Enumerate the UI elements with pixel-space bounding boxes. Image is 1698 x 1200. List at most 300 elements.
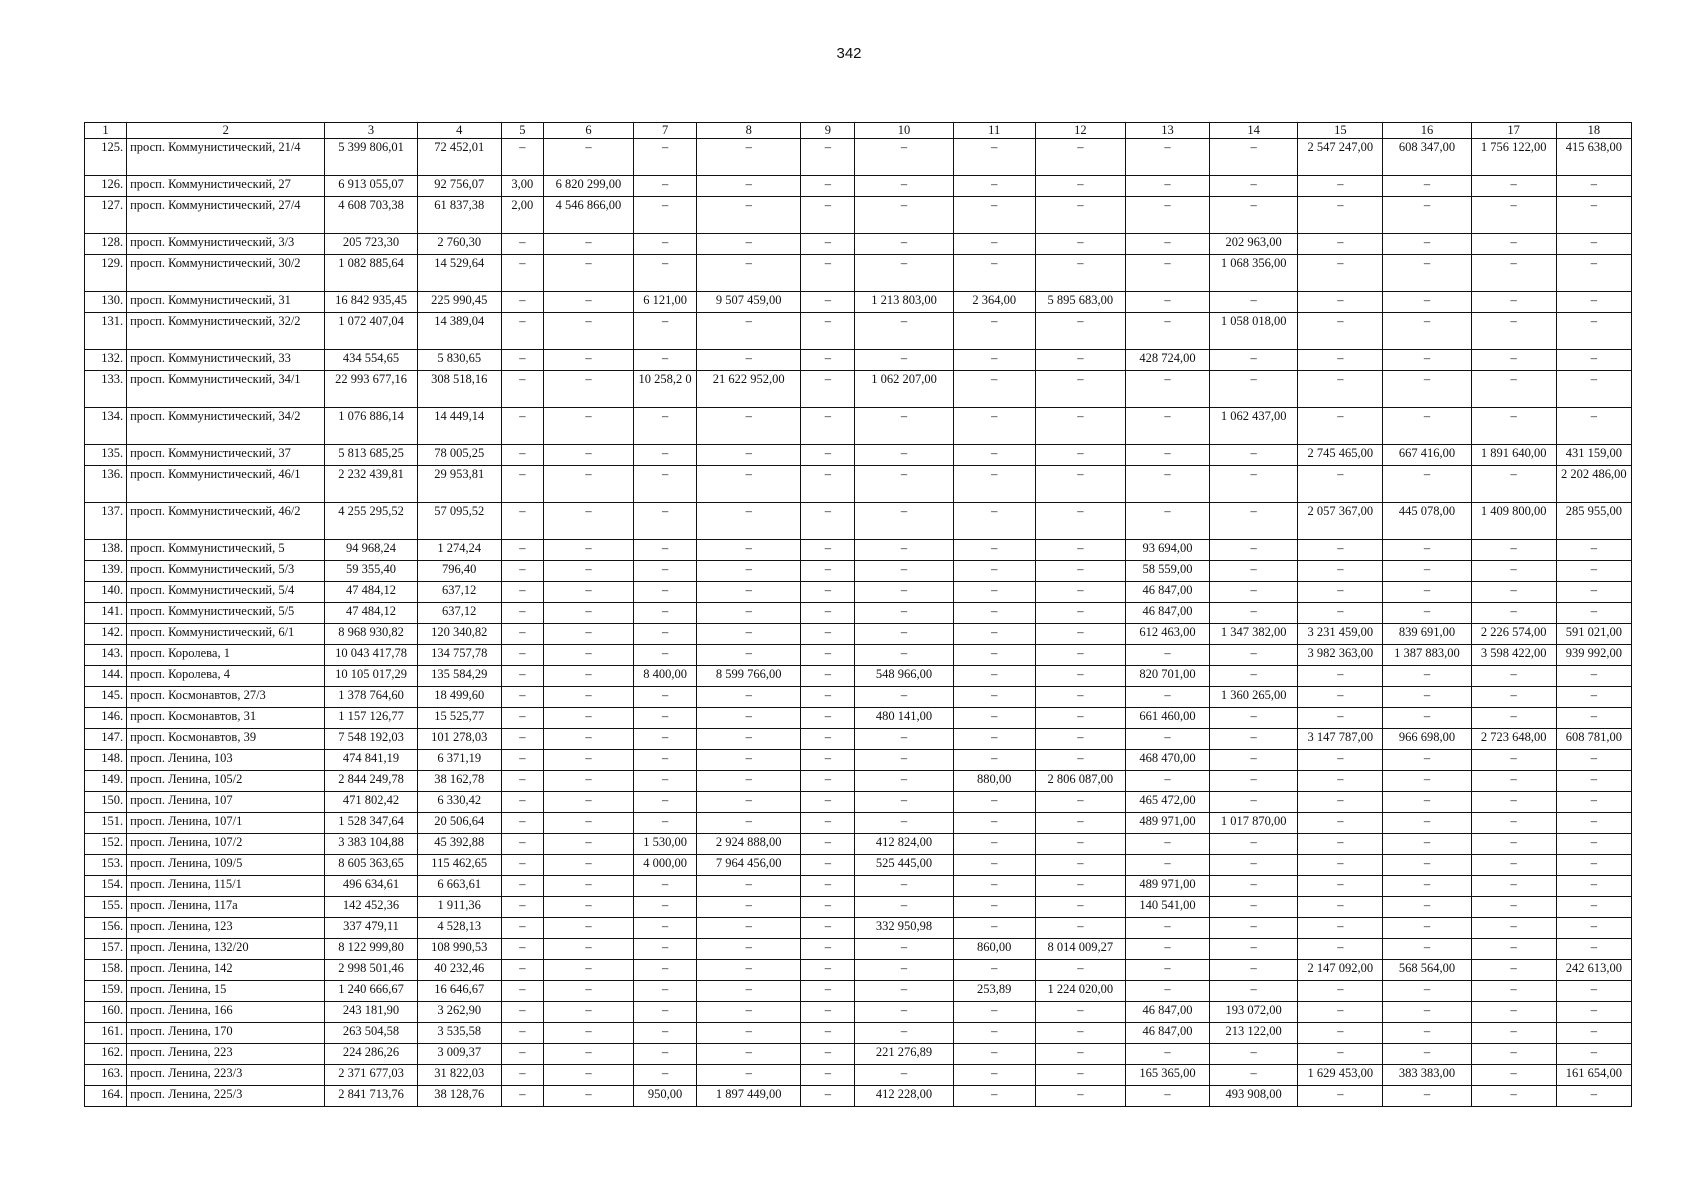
amount-cell: – <box>1125 939 1209 960</box>
amount-cell: – <box>801 729 855 750</box>
amount-cell: – <box>634 771 697 792</box>
amount-cell: – <box>801 939 855 960</box>
amount-cell: – <box>1125 139 1209 176</box>
amount-cell: – <box>1125 234 1209 255</box>
table-row <box>85 855 1632 876</box>
amount-cell: – <box>1298 1023 1383 1044</box>
table-row <box>85 813 1632 834</box>
amount-cell: – <box>501 582 543 603</box>
amount-cell: – <box>697 981 801 1002</box>
amount-cell: – <box>1210 897 1298 918</box>
amount-cell: – <box>1471 813 1556 834</box>
amount-cell: 16 842 935,45 <box>325 292 417 313</box>
amount-cell: – <box>543 855 633 876</box>
amount-cell: – <box>801 466 855 503</box>
amount-cell: 445 078,00 <box>1383 503 1471 540</box>
amount-cell: – <box>855 561 953 582</box>
amount-cell: – <box>1210 771 1298 792</box>
amount-cell: – <box>1298 687 1383 708</box>
amount-cell: – <box>1035 876 1125 897</box>
amount-cell: 428 724,00 <box>1125 350 1209 371</box>
amount-cell: 1 629 453,00 <box>1298 1065 1383 1086</box>
amount-cell: – <box>634 1023 697 1044</box>
amount-cell: 415 638,00 <box>1556 139 1631 176</box>
amount-cell: – <box>1383 582 1471 603</box>
amount-cell: – <box>855 466 953 503</box>
amount-cell: – <box>953 624 1035 645</box>
amount-cell: – <box>543 666 633 687</box>
amount-cell: – <box>697 750 801 771</box>
amount-cell: 7 548 192,03 <box>325 729 417 750</box>
amount-cell: – <box>501 445 543 466</box>
amount-cell: – <box>634 445 697 466</box>
amount-cell: – <box>1556 687 1631 708</box>
amount-cell: – <box>543 834 633 855</box>
amount-cell: 1 530,00 <box>634 834 697 855</box>
amount-cell: – <box>1125 408 1209 445</box>
amount-cell: – <box>1298 350 1383 371</box>
amount-cell: – <box>1125 645 1209 666</box>
amount-cell: – <box>501 561 543 582</box>
address-cell: просп. Ленина, 107/2 <box>127 834 325 855</box>
amount-cell: – <box>543 603 633 624</box>
amount-cell: 4 255 295,52 <box>325 503 417 540</box>
amount-cell: – <box>953 687 1035 708</box>
amount-cell: 1 897 449,00 <box>697 1086 801 1107</box>
row-number: 144. <box>85 666 127 687</box>
amount-cell: – <box>1471 197 1556 234</box>
amount-cell: – <box>634 466 697 503</box>
amount-cell: – <box>855 313 953 350</box>
amount-cell: 134 757,78 <box>417 645 501 666</box>
amount-cell: – <box>697 466 801 503</box>
amount-cell: – <box>1035 750 1125 771</box>
amount-cell: 1 274,24 <box>417 540 501 561</box>
amount-cell: 8 014 009,27 <box>1035 939 1125 960</box>
amount-cell: – <box>855 750 953 771</box>
amount-cell: – <box>1210 792 1298 813</box>
amount-cell: – <box>1298 408 1383 445</box>
amount-cell: – <box>953 1044 1035 1065</box>
amount-cell: – <box>801 1086 855 1107</box>
table-row <box>85 645 1632 666</box>
amount-cell: 2 232 439,81 <box>325 466 417 503</box>
amount-cell: 92 756,07 <box>417 176 501 197</box>
table-row <box>85 561 1632 582</box>
amount-cell: – <box>1556 561 1631 582</box>
amount-cell: – <box>1471 855 1556 876</box>
row-number: 149. <box>85 771 127 792</box>
table-row <box>85 792 1632 813</box>
column-header: 12 <box>1035 123 1125 139</box>
amount-cell: – <box>1298 1086 1383 1107</box>
column-header: 11 <box>953 123 1035 139</box>
amount-cell: – <box>697 897 801 918</box>
table-row <box>85 1044 1632 1065</box>
amount-cell: 15 525,77 <box>417 708 501 729</box>
address-cell: просп. Коммунистический, 5/4 <box>127 582 325 603</box>
amount-cell: – <box>1035 1002 1125 1023</box>
amount-cell: – <box>634 687 697 708</box>
amount-cell: 3 383 104,88 <box>325 834 417 855</box>
amount-cell: – <box>1210 466 1298 503</box>
amount-cell: – <box>1556 540 1631 561</box>
amount-cell: – <box>1298 834 1383 855</box>
row-number: 150. <box>85 792 127 813</box>
amount-cell: – <box>1035 445 1125 466</box>
amount-cell: – <box>801 561 855 582</box>
amount-cell: 950,00 <box>634 1086 697 1107</box>
row-number: 151. <box>85 813 127 834</box>
table-row <box>85 981 1632 1002</box>
address-cell: просп. Коммунистический, 34/2 <box>127 408 325 445</box>
table-row <box>85 139 1632 176</box>
amount-cell: 45 392,88 <box>417 834 501 855</box>
amount-cell: – <box>501 1086 543 1107</box>
amount-cell: – <box>1556 1086 1631 1107</box>
amount-cell: – <box>501 466 543 503</box>
amount-cell: – <box>501 750 543 771</box>
address-cell: просп. Коммунистический, 5/5 <box>127 603 325 624</box>
amount-cell: – <box>1383 918 1471 939</box>
amount-cell: – <box>801 371 855 408</box>
amount-cell: – <box>801 981 855 1002</box>
amount-cell: – <box>634 876 697 897</box>
amount-cell: – <box>953 792 1035 813</box>
amount-cell: 115 462,65 <box>417 855 501 876</box>
amount-cell: 568 564,00 <box>1383 960 1471 981</box>
amount-cell: – <box>855 1023 953 1044</box>
amount-cell: – <box>501 729 543 750</box>
amount-cell: – <box>801 197 855 234</box>
amount-cell: – <box>1471 687 1556 708</box>
amount-cell: 205 723,30 <box>325 234 417 255</box>
amount-cell: 1 017 870,00 <box>1210 813 1298 834</box>
amount-cell: – <box>1471 708 1556 729</box>
amount-cell: – <box>1210 139 1298 176</box>
amount-cell: 2,00 <box>501 197 543 234</box>
amount-cell: 1 756 122,00 <box>1471 139 1556 176</box>
column-header: 14 <box>1210 123 1298 139</box>
amount-cell: – <box>855 603 953 624</box>
amount-cell: 1 360 265,00 <box>1210 687 1298 708</box>
amount-cell: – <box>1383 708 1471 729</box>
amount-cell: – <box>1556 603 1631 624</box>
amount-cell: – <box>1383 176 1471 197</box>
amount-cell: 8 122 999,80 <box>325 939 417 960</box>
amount-cell: – <box>855 813 953 834</box>
amount-cell: – <box>543 813 633 834</box>
amount-cell: – <box>855 350 953 371</box>
column-header: 6 <box>543 123 633 139</box>
amount-cell: – <box>1471 939 1556 960</box>
amount-cell: 108 990,53 <box>417 939 501 960</box>
amount-cell: – <box>1556 750 1631 771</box>
amount-cell: – <box>501 350 543 371</box>
amount-cell: 2 844 249,78 <box>325 771 417 792</box>
amount-cell: – <box>1035 1023 1125 1044</box>
table-row <box>85 1023 1632 1044</box>
amount-cell: – <box>1471 1044 1556 1065</box>
amount-cell: 939 992,00 <box>1556 645 1631 666</box>
address-cell: просп. Коммунистический, 5/3 <box>127 561 325 582</box>
amount-cell: – <box>953 234 1035 255</box>
amount-cell: 165 365,00 <box>1125 1065 1209 1086</box>
amount-cell: – <box>543 561 633 582</box>
amount-cell: – <box>697 603 801 624</box>
amount-cell: – <box>855 582 953 603</box>
column-header: 7 <box>634 123 697 139</box>
table-row <box>85 1002 1632 1023</box>
amount-cell: – <box>1383 1044 1471 1065</box>
amount-cell: – <box>501 1065 543 1086</box>
table-row <box>85 624 1632 645</box>
amount-cell: 21 622 952,00 <box>697 371 801 408</box>
amount-cell: 308 518,16 <box>417 371 501 408</box>
amount-cell: – <box>953 582 1035 603</box>
amount-cell: – <box>953 1023 1035 1044</box>
amount-cell: 61 837,38 <box>417 197 501 234</box>
amount-cell: – <box>801 792 855 813</box>
amount-cell: 2 924 888,00 <box>697 834 801 855</box>
amount-cell: 496 634,61 <box>325 876 417 897</box>
row-number: 125. <box>85 139 127 176</box>
amount-cell: – <box>1471 1002 1556 1023</box>
amount-cell: – <box>1383 666 1471 687</box>
amount-cell: – <box>1125 255 1209 292</box>
amount-cell: – <box>501 1002 543 1023</box>
amount-cell: – <box>1471 466 1556 503</box>
amount-cell: 58 559,00 <box>1125 561 1209 582</box>
row-number: 160. <box>85 1002 127 1023</box>
address-cell: просп. Ленина, 142 <box>127 960 325 981</box>
amount-cell: – <box>801 350 855 371</box>
amount-cell: – <box>1298 1044 1383 1065</box>
address-cell: просп. Ленина, 223/3 <box>127 1065 325 1086</box>
amount-cell: – <box>697 561 801 582</box>
amount-cell: – <box>1035 176 1125 197</box>
amount-cell: – <box>953 1065 1035 1086</box>
amount-cell: 6 663,61 <box>417 876 501 897</box>
amount-cell: – <box>953 813 1035 834</box>
amount-cell: – <box>697 503 801 540</box>
table-row <box>85 371 1632 408</box>
amount-cell: 2 202 486,00 <box>1556 466 1631 503</box>
amount-cell: – <box>1298 603 1383 624</box>
amount-cell: – <box>1035 1044 1125 1065</box>
amount-cell: – <box>697 813 801 834</box>
amount-cell: 2 745 465,00 <box>1298 445 1383 466</box>
amount-cell: – <box>501 624 543 645</box>
table-row <box>85 1065 1632 1086</box>
amount-cell: – <box>1125 466 1209 503</box>
amount-cell: – <box>1210 176 1298 197</box>
amount-cell: – <box>1210 503 1298 540</box>
row-number: 141. <box>85 603 127 624</box>
amount-cell: – <box>1298 582 1383 603</box>
amount-cell: – <box>1035 503 1125 540</box>
amount-cell: 57 095,52 <box>417 503 501 540</box>
amount-cell: 2 806 087,00 <box>1035 771 1125 792</box>
amount-cell: – <box>1298 918 1383 939</box>
address-cell: просп. Ленина, 107/1 <box>127 813 325 834</box>
amount-cell: – <box>1383 1023 1471 1044</box>
amount-cell: – <box>1035 139 1125 176</box>
amount-cell: – <box>1125 445 1209 466</box>
amount-cell: 1 082 885,64 <box>325 255 417 292</box>
amount-cell: – <box>543 371 633 408</box>
amount-cell: – <box>501 876 543 897</box>
amount-cell: 7 964 456,00 <box>697 855 801 876</box>
amount-cell: 135 584,29 <box>417 666 501 687</box>
amount-cell: – <box>1210 981 1298 1002</box>
row-number: 132. <box>85 350 127 371</box>
address-cell: просп. Ленина, 15 <box>127 981 325 1002</box>
register-table <box>84 122 1632 1107</box>
amount-cell: 5 830,65 <box>417 350 501 371</box>
amount-cell: – <box>1471 371 1556 408</box>
amount-cell: – <box>634 645 697 666</box>
amount-cell: – <box>1383 466 1471 503</box>
amount-cell: – <box>1471 792 1556 813</box>
amount-cell: 2 371 677,03 <box>325 1065 417 1086</box>
amount-cell: – <box>697 624 801 645</box>
amount-cell: – <box>1035 834 1125 855</box>
amount-cell: 4 546 866,00 <box>543 197 633 234</box>
amount-cell: – <box>543 960 633 981</box>
amount-cell: – <box>1383 350 1471 371</box>
amount-cell: – <box>501 981 543 1002</box>
row-number: 134. <box>85 408 127 445</box>
amount-cell: 1 240 666,67 <box>325 981 417 1002</box>
amount-cell: – <box>501 408 543 445</box>
amount-cell: – <box>855 176 953 197</box>
amount-cell: – <box>1471 176 1556 197</box>
amount-cell: – <box>501 234 543 255</box>
amount-cell: 637,12 <box>417 582 501 603</box>
amount-cell: – <box>801 645 855 666</box>
amount-cell: – <box>801 855 855 876</box>
amount-cell: – <box>801 750 855 771</box>
address-cell: просп. Королева, 4 <box>127 666 325 687</box>
amount-cell: – <box>1556 1002 1631 1023</box>
amount-cell: – <box>801 876 855 897</box>
amount-cell: 1 409 800,00 <box>1471 503 1556 540</box>
amount-cell: – <box>1471 255 1556 292</box>
column-header: 5 <box>501 123 543 139</box>
amount-cell: – <box>501 897 543 918</box>
amount-cell: – <box>501 503 543 540</box>
amount-cell: – <box>634 918 697 939</box>
amount-cell: 1 891 640,00 <box>1471 445 1556 466</box>
amount-cell: – <box>855 1065 953 1086</box>
amount-cell: – <box>543 408 633 445</box>
amount-cell: – <box>1383 834 1471 855</box>
amount-cell: – <box>1471 1023 1556 1044</box>
row-number: 139. <box>85 561 127 582</box>
amount-cell: – <box>501 771 543 792</box>
amount-cell: 5 813 685,25 <box>325 445 417 466</box>
amount-cell: – <box>543 750 633 771</box>
amount-cell: – <box>501 708 543 729</box>
address-cell: просп. Коммунистический, 33 <box>127 350 325 371</box>
amount-cell: 796,40 <box>417 561 501 582</box>
amount-cell: – <box>634 1065 697 1086</box>
address-cell: просп. Коммунистический, 27/4 <box>127 197 325 234</box>
amount-cell: – <box>543 897 633 918</box>
amount-cell: – <box>953 708 1035 729</box>
amount-cell: – <box>1471 1065 1556 1086</box>
amount-cell: 46 847,00 <box>1125 1002 1209 1023</box>
amount-cell: – <box>953 666 1035 687</box>
amount-cell: – <box>1471 561 1556 582</box>
amount-cell: – <box>801 582 855 603</box>
amount-cell: – <box>1298 313 1383 350</box>
amount-cell: 31 822,03 <box>417 1065 501 1086</box>
amount-cell: – <box>634 350 697 371</box>
amount-cell: 493 908,00 <box>1210 1086 1298 1107</box>
amount-cell: – <box>1471 981 1556 1002</box>
row-number: 154. <box>85 876 127 897</box>
amount-cell: 637,12 <box>417 603 501 624</box>
amount-cell: – <box>1035 792 1125 813</box>
amount-cell: – <box>634 197 697 234</box>
row-number: 163. <box>85 1065 127 1086</box>
address-cell: просп. Королева, 1 <box>127 645 325 666</box>
amount-cell: – <box>697 1044 801 1065</box>
amount-cell: – <box>1210 582 1298 603</box>
amount-cell: – <box>953 255 1035 292</box>
page-number: 342 <box>836 45 862 62</box>
amount-cell: – <box>1210 561 1298 582</box>
amount-cell: – <box>1035 687 1125 708</box>
amount-cell: – <box>801 960 855 981</box>
amount-cell: – <box>634 582 697 603</box>
amount-cell: – <box>501 540 543 561</box>
address-cell: просп. Ленина, 166 <box>127 1002 325 1023</box>
amount-cell: 2 760,30 <box>417 234 501 255</box>
amount-cell: – <box>953 139 1035 176</box>
amount-cell: – <box>697 350 801 371</box>
amount-cell: – <box>855 729 953 750</box>
amount-cell: – <box>801 234 855 255</box>
amount-cell: – <box>1556 876 1631 897</box>
amount-cell: – <box>953 466 1035 503</box>
amount-cell: – <box>1383 813 1471 834</box>
amount-cell: 1 224 020,00 <box>1035 981 1125 1002</box>
amount-cell: – <box>1035 855 1125 876</box>
amount-cell: – <box>801 540 855 561</box>
amount-cell: – <box>1471 292 1556 313</box>
amount-cell: – <box>1298 176 1383 197</box>
amount-cell: – <box>1383 1002 1471 1023</box>
amount-cell: 966 698,00 <box>1383 729 1471 750</box>
amount-cell: 2 841 713,76 <box>325 1086 417 1107</box>
amount-cell: 2 226 574,00 <box>1471 624 1556 645</box>
amount-cell: – <box>855 234 953 255</box>
amount-cell: 40 232,46 <box>417 960 501 981</box>
amount-cell: – <box>801 666 855 687</box>
amount-cell: – <box>634 540 697 561</box>
amount-cell: – <box>801 918 855 939</box>
amount-cell: – <box>1471 603 1556 624</box>
amount-cell: 1 347 382,00 <box>1210 624 1298 645</box>
amount-cell: 468 470,00 <box>1125 750 1209 771</box>
amount-cell: – <box>1035 666 1125 687</box>
amount-cell: – <box>1035 234 1125 255</box>
address-cell: просп. Космонавтов, 27/3 <box>127 687 325 708</box>
amount-cell: 474 841,19 <box>325 750 417 771</box>
